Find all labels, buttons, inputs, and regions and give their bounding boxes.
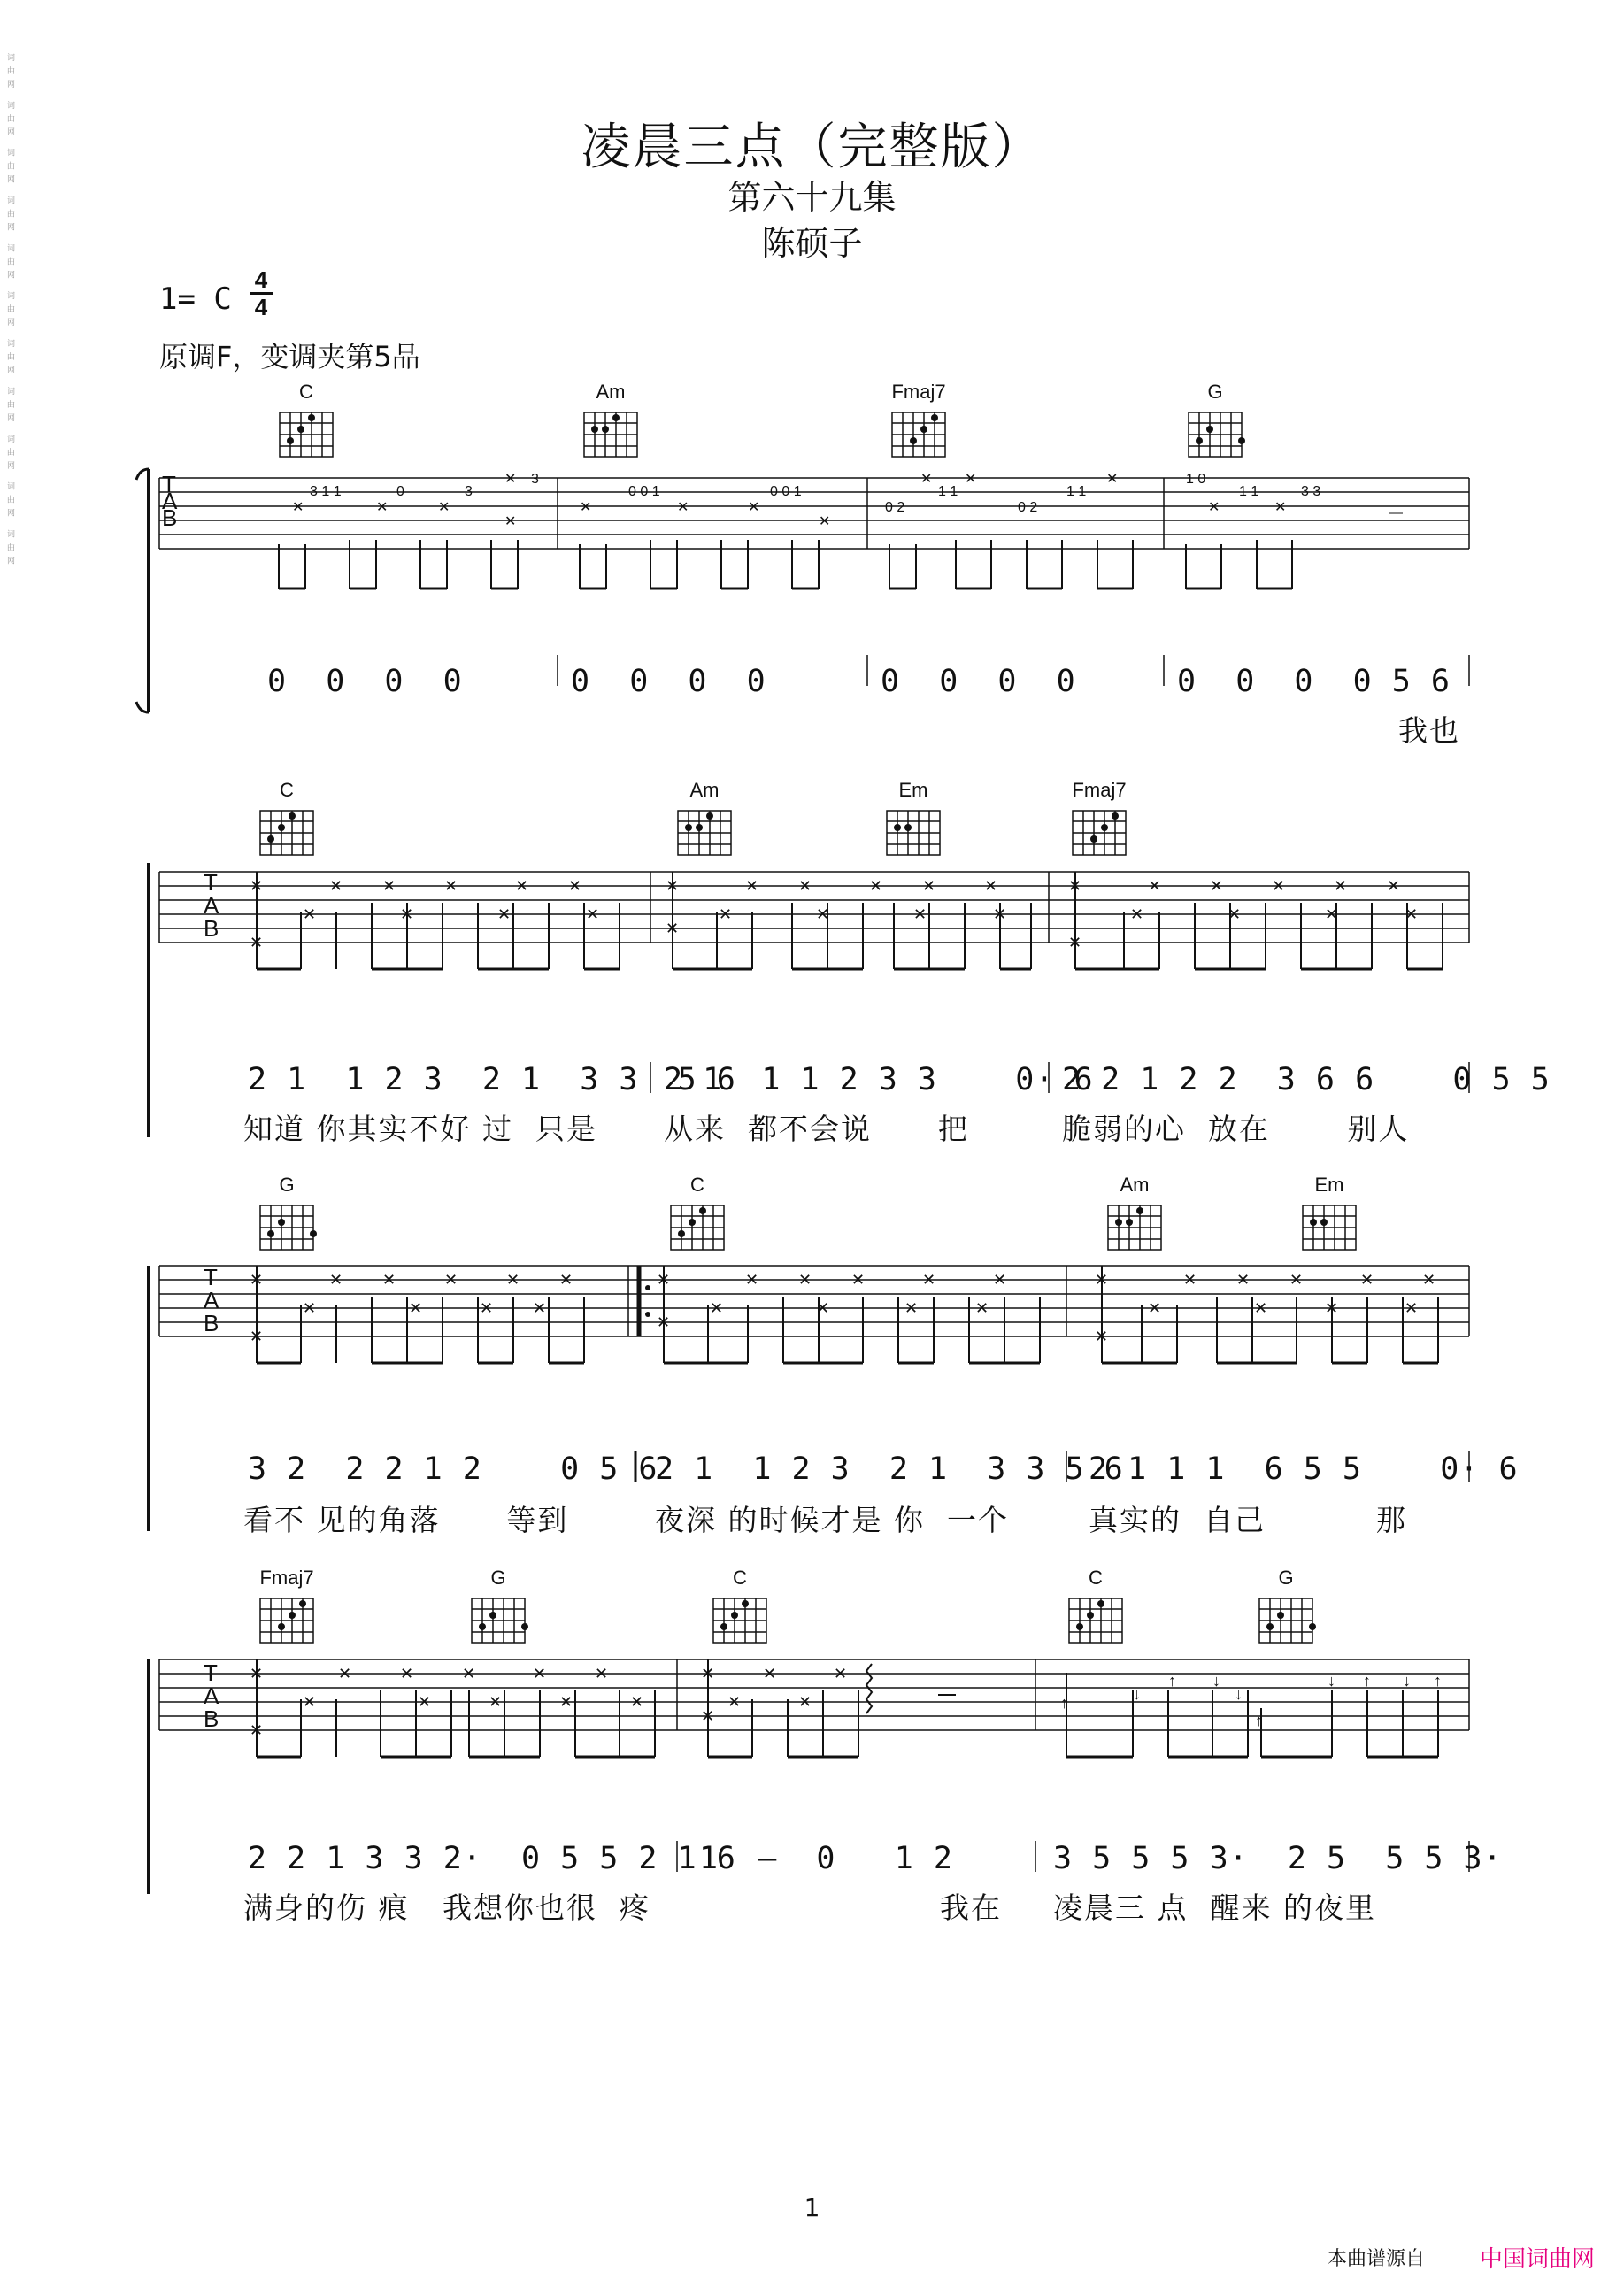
lyrics-r2-m1: 知道 你其实不好 过 只是: [243, 1112, 597, 1146]
chord-diagrams-4: [0, 1588, 1624, 1659]
svg-text:✕: ✕: [1183, 1271, 1197, 1289]
svg-text:✕: ✕: [303, 1299, 317, 1317]
svg-text:↑: ↑: [1060, 1694, 1068, 1712]
svg-text:✕: ✕: [819, 514, 831, 529]
chord-name: Em: [898, 779, 928, 801]
svg-text:0: 0: [396, 484, 404, 499]
svg-text:✕: ✕: [816, 1299, 830, 1317]
notation-r4-m3: 3 5 5 5 3· 2 5 5 5 3·: [1053, 1841, 1503, 1876]
svg-text:✕: ✕: [1325, 905, 1339, 923]
notation-r3-m2: 2 1 1 2 3 2 1 3 3 5 6: [655, 1451, 1124, 1487]
svg-text:✕: ✕: [630, 1693, 644, 1711]
svg-text:✕: ✕: [586, 905, 600, 923]
artist-name: 陈硕子: [761, 224, 863, 263]
svg-text:↓: ↓: [1235, 1685, 1243, 1703]
svg-text:✕: ✕: [913, 905, 927, 923]
chord-row-2: [0, 779, 1624, 867]
svg-text:3: 3: [531, 472, 539, 487]
svg-text:✕: ✕: [798, 1271, 812, 1289]
svg-text:✕: ✕: [798, 877, 812, 895]
svg-text:✕: ✕: [568, 877, 582, 895]
svg-text:✕: ✕: [382, 1271, 396, 1289]
svg-text:✕: ✕: [834, 1665, 848, 1682]
svg-text:✕: ✕: [666, 877, 680, 895]
chord-row-4: [0, 1567, 1624, 1655]
svg-text:↓: ↓: [1212, 1672, 1220, 1690]
notation-r1-m4: 0 0 0 0 5 6: [1177, 664, 1451, 699]
chord-name: Am: [1120, 1174, 1150, 1196]
chord-name: C: [690, 1174, 704, 1196]
svg-text:✕: ✕: [851, 1271, 866, 1289]
svg-text:✕: ✕: [489, 1693, 503, 1711]
svg-text:✕: ✕: [1236, 1271, 1251, 1289]
svg-text:✕: ✕: [798, 1693, 812, 1711]
svg-text:✕: ✕: [701, 1665, 715, 1682]
svg-text:✕: ✕: [515, 877, 529, 895]
svg-text:✕: ✕: [418, 1693, 432, 1711]
svg-text:✕: ✕: [250, 877, 264, 895]
svg-text:✕: ✕: [666, 920, 680, 937]
svg-text:✕: ✕: [677, 500, 689, 515]
svg-text:↑: ↑: [1434, 1672, 1442, 1690]
chord-name: C: [299, 381, 313, 403]
svg-text:✕: ✕: [338, 1665, 352, 1682]
svg-text:✕: ✕: [506, 1271, 520, 1289]
chord-name: Am: [689, 779, 720, 801]
svg-text:✕: ✕: [250, 1665, 264, 1682]
svg-text:✕: ✕: [1387, 877, 1401, 895]
svg-text:1 1: 1 1: [1239, 484, 1259, 499]
svg-text:✕: ✕: [1274, 500, 1287, 515]
chord-row-1: [0, 381, 1624, 469]
chord-name: C: [1089, 1567, 1103, 1589]
svg-text:1 1: 1 1: [938, 484, 958, 499]
notation-r2-m1: 2 1 1 2 3 2 1 3 3 5 6: [248, 1062, 736, 1097]
svg-text:✕: ✕: [438, 500, 450, 515]
notation-r1-m3: 0 0 0 0: [881, 664, 1076, 699]
svg-text:✕: ✕: [303, 1693, 317, 1711]
lyrics-r2-m3: 脆弱的心 放在 别人: [1062, 1112, 1410, 1146]
episode-label: 第六十九集: [727, 178, 897, 217]
lyrics-r3-m3: 真实的 自己 那: [1089, 1503, 1407, 1537]
key-signature: 1= C: [159, 281, 232, 317]
tab-clef: T A B: [204, 1659, 219, 1732]
svg-text:↑: ↑: [1255, 1712, 1263, 1729]
svg-text:3: 3: [465, 484, 473, 499]
capo-note: 原调F，变调夹第5品: [159, 340, 420, 373]
chord-name: G: [1207, 381, 1223, 403]
svg-text:3 3: 3 3: [1301, 484, 1321, 499]
svg-text:✕: ✕: [920, 472, 933, 487]
svg-text:✕: ✕: [382, 877, 396, 895]
svg-text:✕: ✕: [504, 514, 517, 529]
lyrics-r3-m1: 看不 见的角落 等到: [243, 1503, 569, 1537]
chord-name: C: [733, 1567, 747, 1589]
lyrics-r2-m2: 从来 都不会说 把: [664, 1112, 969, 1146]
svg-text:✕: ✕: [1422, 1271, 1436, 1289]
notation-r4-m2: 1 – 0 1 2: [699, 1841, 953, 1876]
chord-name: Am: [596, 381, 626, 403]
svg-text:0 2: 0 2: [1018, 500, 1038, 515]
svg-text:✕: ✕: [1095, 1271, 1109, 1289]
chord-row-3: [0, 1174, 1624, 1262]
chord-name: G: [1278, 1567, 1294, 1589]
tab-clef: T A B: [162, 471, 178, 531]
svg-text:1 1: 1 1: [1066, 484, 1087, 499]
svg-text:✕: ✕: [993, 1271, 1007, 1289]
svg-text:✕: ✕: [1405, 905, 1419, 923]
svg-text:✕: ✕: [1095, 1328, 1109, 1345]
tab-clef: T A B: [204, 869, 219, 942]
svg-text:✕: ✕: [1106, 472, 1119, 487]
svg-text:✕: ✕: [462, 1665, 476, 1682]
svg-text:✕: ✕: [719, 905, 733, 923]
svg-text:✕: ✕: [409, 1299, 423, 1317]
lyrics-r1: 我也: [1398, 713, 1460, 748]
lyrics-r3-m2: 夜深 的时候才是 你 一个: [655, 1503, 1009, 1537]
svg-text:✕: ✕: [504, 472, 517, 487]
svg-text:✕: ✕: [701, 1707, 715, 1725]
chord-name: G: [490, 1567, 506, 1589]
notation-r1-m2: 0 0 0 0: [571, 664, 766, 699]
svg-text:✕: ✕: [480, 1299, 494, 1317]
svg-text:✕: ✕: [376, 500, 389, 515]
svg-text:✕: ✕: [1254, 1299, 1268, 1317]
svg-text:✕: ✕: [292, 500, 304, 515]
svg-text:✕: ✕: [1208, 500, 1220, 515]
page-number: 1: [804, 2193, 820, 2222]
svg-text:0 0 1: 0 0 1: [628, 484, 660, 499]
chord-name: G: [279, 1174, 295, 1196]
svg-text:0 2: 0 2: [885, 500, 905, 515]
svg-text:✕: ✕: [444, 877, 458, 895]
chord-diagrams-2: [0, 800, 1624, 871]
svg-text:✕: ✕: [1405, 1299, 1419, 1317]
svg-text:✕: ✕: [975, 1299, 989, 1317]
svg-text:✕: ✕: [303, 905, 317, 923]
svg-text:✕: ✕: [745, 877, 759, 895]
svg-text:✕: ✕: [1148, 1299, 1162, 1317]
svg-text:✕: ✕: [400, 905, 414, 923]
svg-text:✕: ✕: [869, 877, 883, 895]
svg-text:✕: ✕: [984, 877, 998, 895]
svg-text:✕: ✕: [727, 1693, 742, 1711]
svg-text:✕: ✕: [1228, 905, 1242, 923]
svg-text:✕: ✕: [250, 934, 264, 951]
svg-text:✕: ✕: [1272, 877, 1286, 895]
notation-r3-m1: 3 2 2 2 1 2 0 5 6: [248, 1451, 658, 1487]
svg-text:✕: ✕: [965, 472, 977, 487]
chord-name: C: [280, 779, 294, 801]
chord-name: Em: [1314, 1174, 1344, 1196]
notation-r1-m1: 0 0 0 0: [267, 664, 463, 699]
svg-text:↓: ↓: [1328, 1672, 1335, 1690]
song-title: 凌晨三点（完整版）: [581, 119, 1043, 176]
svg-text:✕: ✕: [816, 905, 830, 923]
svg-text:✕: ✕: [329, 1271, 343, 1289]
notation-r2-m3: 2 2 1 2 2 3 6 6 0 5 5: [1062, 1062, 1551, 1097]
chord-diagrams-3: [0, 1195, 1624, 1266]
chord-name: Fmaj7: [891, 381, 946, 403]
svg-text:✕: ✕: [1130, 905, 1144, 923]
svg-text:✕: ✕: [250, 1328, 264, 1345]
svg-text:✕: ✕: [400, 1665, 414, 1682]
svg-text:✕: ✕: [748, 500, 760, 515]
svg-text:✕: ✕: [559, 1271, 573, 1289]
svg-text:✕: ✕: [710, 1299, 724, 1317]
svg-text:✕: ✕: [497, 905, 512, 923]
lyrics-r4-m1: 满身的伤 痕 我想你也很 疼: [243, 1890, 650, 1925]
svg-text:✕: ✕: [657, 1271, 671, 1289]
svg-text:1 0: 1 0: [1186, 472, 1206, 487]
svg-text:✕: ✕: [1210, 877, 1224, 895]
lyrics-r4-m2: 我在: [940, 1890, 1002, 1925]
svg-text:✕: ✕: [1289, 1271, 1304, 1289]
svg-text:✕: ✕: [1325, 1299, 1339, 1317]
svg-text:✕: ✕: [904, 1299, 919, 1317]
svg-text:✕: ✕: [1068, 877, 1082, 895]
lyrics-r4-m3: 凌晨三 点 醒来 的夜里: [1053, 1890, 1376, 1925]
svg-text:✕: ✕: [595, 1665, 609, 1682]
svg-text:↑: ↑: [1168, 1672, 1176, 1690]
svg-text:✕: ✕: [657, 1313, 671, 1331]
svg-text:3 1 1: 3 1 1: [310, 484, 342, 499]
svg-text:✕: ✕: [533, 1665, 547, 1682]
svg-text:✕: ✕: [444, 1271, 458, 1289]
svg-text:✕: ✕: [1148, 877, 1162, 895]
chord-name: Fmaj7: [259, 1567, 314, 1589]
svg-text:✕: ✕: [580, 500, 592, 515]
svg-text:↓: ↓: [1403, 1672, 1411, 1690]
source-label: 本曲谱源自: [1328, 2248, 1426, 2270]
notation-r2-m2: 2 1 1 1 2 3 3 0· 6: [664, 1062, 1094, 1097]
svg-text:0 0 1: 0 0 1: [770, 484, 802, 499]
edge-watermark: 词曲网 词曲网 词曲网 词曲网 词曲网 词曲网 词曲网 词曲网 词曲网 词曲网 词曲网: [5, 53, 14, 570]
chord-name: Fmaj7: [1072, 779, 1127, 801]
svg-text:✕: ✕: [1360, 1271, 1374, 1289]
svg-text:✕: ✕: [1334, 877, 1348, 895]
svg-text:✕: ✕: [533, 1299, 547, 1317]
svg-text:✕: ✕: [329, 877, 343, 895]
site-logo-text[interactable]: 中国词曲网: [1480, 2246, 1596, 2273]
svg-text:✕: ✕: [559, 1693, 573, 1711]
time-signature: 4 4: [250, 268, 273, 319]
svg-text:↑: ↑: [1363, 1672, 1371, 1690]
notation-r4-m1: 2 2 1 3 3 2· 0 5 5 2 1 6: [248, 1841, 736, 1876]
svg-text:✕: ✕: [250, 1721, 264, 1739]
tab-clef: T A B: [204, 1264, 219, 1336]
svg-text:✕: ✕: [922, 877, 936, 895]
svg-text:✕: ✕: [763, 1665, 777, 1682]
svg-text:✕: ✕: [993, 905, 1007, 923]
notation-r3-m3: 2 1 1 1 6 5 5 0· 6: [1089, 1451, 1519, 1487]
svg-text:✕: ✕: [745, 1271, 759, 1289]
svg-text:✕: ✕: [922, 1271, 936, 1289]
svg-text:↓: ↓: [1133, 1685, 1141, 1703]
chord-diagrams-1: [0, 402, 1624, 473]
svg-text:✕: ✕: [1068, 934, 1082, 951]
svg-text:✕: ✕: [250, 1271, 264, 1289]
